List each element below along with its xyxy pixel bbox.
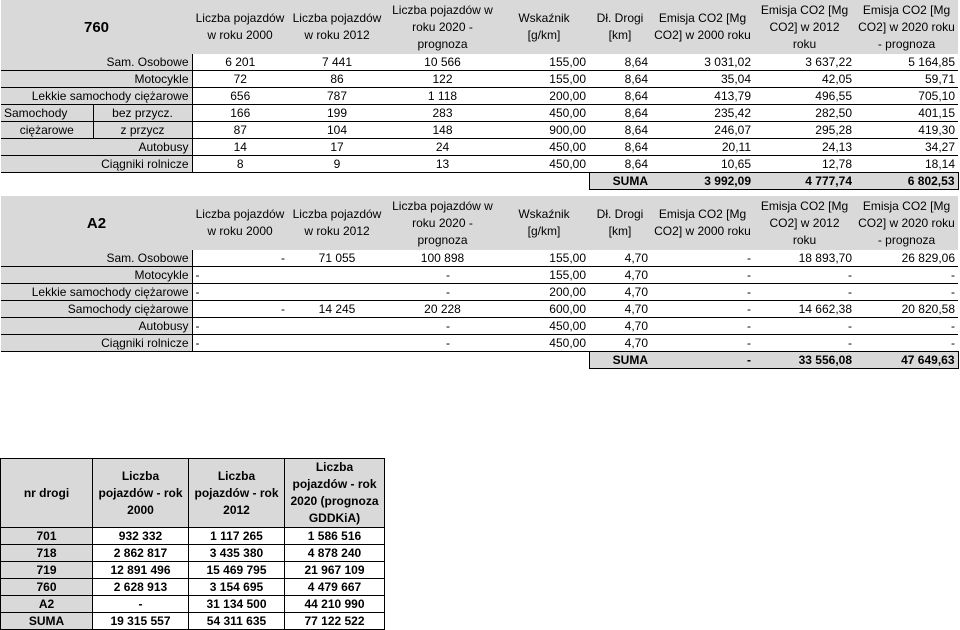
row-label: Ciągniki rolnicze: [1, 335, 192, 352]
sum-row: [1, 352, 958, 369]
header-vehicles-2000: Liczba pojazdów w roku 2000: [192, 196, 288, 250]
cell-v2012: 9: [288, 156, 386, 173]
cell-e2012: 282,50: [754, 105, 855, 122]
cell-v2012: [288, 335, 386, 352]
cell-e2012: 18 893,70: [754, 250, 855, 267]
table-road-a2: [1, 196, 959, 369]
cell-indicator: 155,00: [499, 250, 589, 267]
cell-v2020: -: [386, 335, 499, 352]
cell-v2000: 2 628 913: [93, 579, 189, 596]
row-label: Lekkie samochody ciężarowe: [1, 284, 192, 301]
cell-v2000: -: [192, 267, 288, 284]
sum-e2020: 6 802,53: [855, 173, 958, 190]
cell-v2000: 8: [192, 156, 288, 173]
cell-v2012: 31 134 500: [189, 596, 285, 613]
table-road-760: [1, 0, 959, 190]
sum-label: SUMA: [589, 173, 651, 190]
cell-v2000: 87: [192, 122, 288, 139]
cell-v2000: 12 891 496: [93, 562, 189, 579]
cell-e2012: 3 637,22: [754, 54, 855, 71]
cell-length: 8,64: [589, 54, 651, 71]
row-label: Autobusy: [1, 139, 192, 156]
header-indicator: Wskaźnik [g/km]: [499, 0, 589, 54]
cell-e2020: 20 820,58: [855, 301, 958, 318]
header-co2-2012: Emisja CO2 [Mg CO2] w 2012 roku: [754, 196, 855, 250]
sum-e2000: 3 992,09: [651, 173, 754, 190]
cell-v2012: [288, 267, 386, 284]
cell-e2000: -: [651, 284, 754, 301]
sum-e2012: 4 777,74: [754, 173, 855, 190]
cell-v2020: 44 210 990: [285, 596, 385, 613]
header-row: [1, 0, 958, 54]
sum-v2000: 19 315 557: [93, 613, 189, 630]
row-label: Ciągniki rolnicze: [1, 156, 192, 173]
cell-v2000: 14: [192, 139, 288, 156]
table-row: [1, 562, 385, 579]
header-row: [1, 196, 958, 250]
header-indicator: Wskaźnik [g/km]: [499, 196, 589, 250]
table-row: [1, 284, 958, 301]
header-co2-2000: Emisja CO2 [Mg CO2] w 2000 roku: [651, 196, 754, 250]
cell-e2000: -: [651, 301, 754, 318]
row-label: Lekkie samochody ciężarowe: [1, 88, 192, 105]
cell-indicator: 450,00: [499, 318, 589, 335]
cell-v2012: 3 154 695: [189, 579, 285, 596]
row-group-label: ciężarowe: [1, 122, 93, 139]
road-number: 701: [1, 528, 93, 545]
cell-indicator: 450,00: [499, 156, 589, 173]
cell-v2020: 1 586 516: [285, 528, 385, 545]
table-row: [1, 139, 958, 156]
header-vehicles-2000: Liczba pojazdów w roku 2000: [192, 0, 288, 54]
cell-v2000: -: [192, 284, 288, 301]
cell-v2012: 14 245: [288, 301, 386, 318]
cell-length: 8,64: [589, 88, 651, 105]
cell-v2012: 7 441: [288, 54, 386, 71]
cell-e2000: -: [651, 267, 754, 284]
cell-e2000: 413,79: [651, 88, 754, 105]
row-label: Samochody ciężarowe: [1, 301, 192, 318]
cell-v2012: 1 117 265: [189, 528, 285, 545]
header-length: Dł. Drogi [km]: [589, 0, 651, 54]
road-number: 760: [1, 579, 93, 596]
cell-e2012: -: [754, 284, 855, 301]
road-code: 760: [1, 0, 192, 54]
cell-e2020: -: [855, 335, 958, 352]
sum-e2012: 33 556,08: [754, 352, 855, 369]
cell-v2012: 15 469 795: [189, 562, 285, 579]
header-vehicles-2000: Liczba pojazdów - rok 2000: [93, 459, 189, 528]
cell-e2000: 20,11: [651, 139, 754, 156]
row-label: Sam. Osobowe: [1, 54, 192, 71]
cell-e2020: 34,27: [855, 139, 958, 156]
cell-length: 8,64: [589, 139, 651, 156]
sum-e2000: -: [651, 352, 754, 369]
sum-row: [1, 173, 958, 190]
sum-e2020: 47 649,63: [855, 352, 958, 369]
cell-e2000: -: [651, 318, 754, 335]
row-label: Sam. Osobowe: [1, 250, 192, 267]
cell-v2000: -: [192, 318, 288, 335]
header-length: Dł. Drogi [km]: [589, 196, 651, 250]
cell-v2012: [288, 318, 386, 335]
header-road-number: nr drogi: [1, 459, 93, 528]
cell-v2000: -: [192, 335, 288, 352]
cell-length: 8,64: [589, 71, 651, 88]
sum-label: SUMA: [1, 613, 93, 630]
cell-length: 8,64: [589, 156, 651, 173]
cell-e2020: 59,71: [855, 71, 958, 88]
header-co2-2020: Emisja CO2 [Mg CO2] w 2020 roku - prognoza: [855, 196, 958, 250]
cell-v2000: 72: [192, 71, 288, 88]
cell-v2020: -: [386, 284, 499, 301]
sum-label: SUMA: [589, 352, 651, 369]
header-row: [1, 459, 385, 528]
row-label: bez przycz.: [93, 105, 192, 122]
header-co2-2012: Emisja CO2 [Mg CO2] w 2012 roku: [754, 0, 855, 54]
table-row: [1, 267, 958, 284]
cell-v2020: 1 118: [386, 88, 499, 105]
cell-indicator: 600,00: [499, 301, 589, 318]
road-code: A2: [1, 196, 192, 250]
cell-e2012: 24,13: [754, 139, 855, 156]
cell-v2012: [288, 284, 386, 301]
cell-indicator: 155,00: [499, 267, 589, 284]
cell-v2020: -: [386, 318, 499, 335]
cell-v2000: -: [192, 250, 288, 267]
summary-table: [0, 458, 385, 630]
table-row: [1, 528, 385, 545]
cell-v2000: -: [93, 596, 189, 613]
cell-v2000: -: [192, 301, 288, 318]
cell-e2012: 295,28: [754, 122, 855, 139]
cell-e2020: 705,10: [855, 88, 958, 105]
sum-v2012: 54 311 635: [189, 613, 285, 630]
table-row: [1, 122, 958, 139]
header-vehicles-2012: Liczba pojazdów w roku 2012: [288, 196, 386, 250]
cell-v2020: 4 878 240: [285, 545, 385, 562]
cell-v2000: 166: [192, 105, 288, 122]
cell-v2020: 122: [386, 71, 499, 88]
table-row: [1, 156, 958, 173]
table-row: [1, 545, 385, 562]
table-row: [1, 71, 958, 88]
cell-e2000: 10,65: [651, 156, 754, 173]
cell-e2012: 496,55: [754, 88, 855, 105]
cell-e2012: -: [754, 267, 855, 284]
cell-v2020: 4 479 667: [285, 579, 385, 596]
table-row: [1, 318, 958, 335]
row-group-label: Samochody: [1, 105, 93, 122]
cell-v2000: 6 201: [192, 54, 288, 71]
row-label: z przycz: [93, 122, 192, 139]
cell-v2020: 283: [386, 105, 499, 122]
cell-e2020: 401,15: [855, 105, 958, 122]
cell-e2000: -: [651, 335, 754, 352]
table-row: [1, 596, 385, 613]
cell-length: 4,70: [589, 284, 651, 301]
cell-v2012: 104: [288, 122, 386, 139]
cell-indicator: 450,00: [499, 139, 589, 156]
table-row: [1, 250, 958, 267]
row-label: Autobusy: [1, 318, 192, 335]
road-number: 719: [1, 562, 93, 579]
cell-v2012: 3 435 380: [189, 545, 285, 562]
cell-e2000: -: [651, 250, 754, 267]
cell-v2000: 656: [192, 88, 288, 105]
cell-e2000: 235,42: [651, 105, 754, 122]
header-co2-2000: Emisja CO2 [Mg CO2] w 2000 roku: [651, 0, 754, 54]
cell-indicator: 900,00: [499, 122, 589, 139]
road-number: 718: [1, 545, 93, 562]
table-row: [1, 335, 958, 352]
cell-v2012: 199: [288, 105, 386, 122]
cell-e2012: 42,05: [754, 71, 855, 88]
sum-v2020: 77 122 522: [285, 613, 385, 630]
cell-e2012: -: [754, 318, 855, 335]
cell-e2020: -: [855, 284, 958, 301]
cell-v2020: 100 898: [386, 250, 499, 267]
cell-e2020: -: [855, 267, 958, 284]
cell-e2020: -: [855, 318, 958, 335]
row-label: Motocykle: [1, 71, 192, 88]
cell-v2012: 17: [288, 139, 386, 156]
cell-e2000: 246,07: [651, 122, 754, 139]
cell-length: 8,64: [589, 122, 651, 139]
table-row: [1, 105, 958, 122]
cell-length: 4,70: [589, 335, 651, 352]
cell-e2000: 35,04: [651, 71, 754, 88]
cell-indicator: 155,00: [499, 54, 589, 71]
cell-v2020: 13: [386, 156, 499, 173]
cell-v2012: 86: [288, 71, 386, 88]
cell-length: 4,70: [589, 301, 651, 318]
table-row: [1, 88, 958, 105]
cell-e2020: 18,14: [855, 156, 958, 173]
cell-indicator: 155,00: [499, 71, 589, 88]
road-number: A2: [1, 596, 93, 613]
cell-v2020: 24: [386, 139, 499, 156]
cell-length: 4,70: [589, 250, 651, 267]
cell-indicator: 450,00: [499, 105, 589, 122]
cell-e2020: 26 829,06: [855, 250, 958, 267]
sum-row: [1, 613, 385, 630]
table-row: [1, 579, 385, 596]
table-row: [1, 301, 958, 318]
header-co2-2020: Emisja CO2 [Mg CO2] w 2020 roku - prognoza: [855, 0, 958, 54]
cell-indicator: 450,00: [499, 335, 589, 352]
cell-e2012: 12,78: [754, 156, 855, 173]
cell-indicator: 200,00: [499, 284, 589, 301]
cell-e2000: 3 031,02: [651, 54, 754, 71]
cell-v2020: 148: [386, 122, 499, 139]
header-vehicles-2012: Liczba pojazdów - rok 2012: [189, 459, 285, 528]
cell-v2020: -: [386, 267, 499, 284]
cell-v2012: 787: [288, 88, 386, 105]
header-vehicles-2020: Liczba pojazdów w roku 2020 - prognoza: [386, 0, 499, 54]
cell-length: 4,70: [589, 267, 651, 284]
cell-e2020: 419,30: [855, 122, 958, 139]
cell-length: 8,64: [589, 105, 651, 122]
cell-v2012: 71 055: [288, 250, 386, 267]
cell-v2020: 21 967 109: [285, 562, 385, 579]
header-vehicles-2012: Liczba pojazdów w roku 2012: [288, 0, 386, 54]
cell-v2000: 2 862 817: [93, 545, 189, 562]
cell-v2020: 10 566: [386, 54, 499, 71]
cell-v2020: 20 228: [386, 301, 499, 318]
cell-e2020: 5 164,85: [855, 54, 958, 71]
header-vehicles-2020: Liczba pojazdów - rok 2020 (prognoza GDDKiA): [285, 459, 385, 528]
header-vehicles-2020: Liczba pojazdów w roku 2020 - prognoza: [386, 196, 499, 250]
cell-indicator: 200,00: [499, 88, 589, 105]
cell-length: 4,70: [589, 318, 651, 335]
cell-e2012: -: [754, 335, 855, 352]
cell-e2012: 14 662,38: [754, 301, 855, 318]
table-row: [1, 54, 958, 71]
row-label: Motocykle: [1, 267, 192, 284]
cell-v2000: 932 332: [93, 528, 189, 545]
